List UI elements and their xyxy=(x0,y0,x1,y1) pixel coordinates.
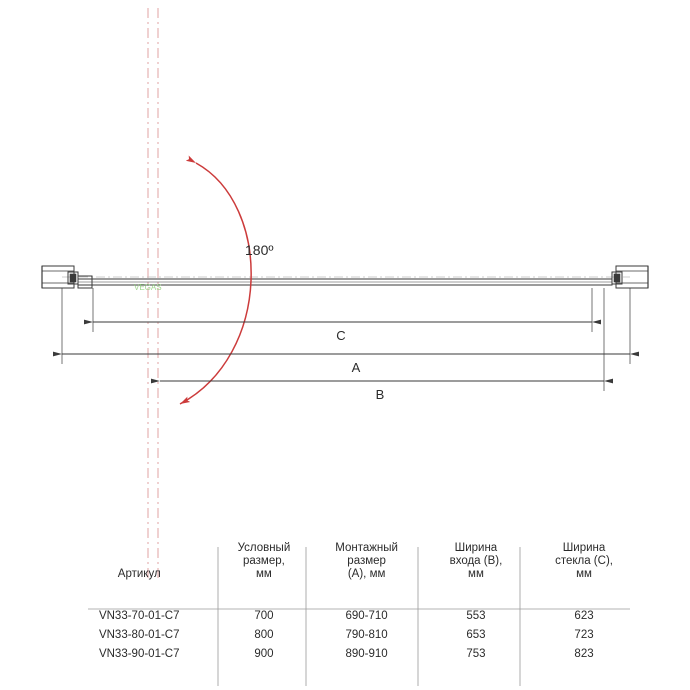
watermark-logo: VEGAS xyxy=(134,283,162,292)
cell-entrance: 653 xyxy=(466,629,486,641)
column-header-entrance-line1: Ширина xyxy=(454,542,498,554)
column-header-mounting-line3: (А), мм xyxy=(347,568,386,580)
cell-entrance: 553 xyxy=(466,610,486,622)
vertical-centerlines xyxy=(148,8,158,580)
table-spacer-row xyxy=(60,587,640,607)
dimension-b xyxy=(160,288,604,402)
table-row xyxy=(60,626,640,645)
column-header-nominal xyxy=(218,540,309,587)
table-row xyxy=(60,607,640,626)
dimension-c-label: C xyxy=(336,328,346,343)
dimension-c xyxy=(93,288,592,343)
cell-article: VN33-70-01-C7 xyxy=(98,610,180,622)
dimension-b-label: B xyxy=(375,387,385,402)
table-row xyxy=(60,645,640,664)
column-header-glass-line1: Ширина xyxy=(562,542,606,554)
angle-label: 180º xyxy=(245,242,274,258)
column-header-entrance-line2: входа (В), xyxy=(449,555,503,567)
column-header-nominal-line3: мм xyxy=(256,568,272,580)
spec-table xyxy=(60,540,640,664)
column-header-glass-line3: мм xyxy=(576,568,592,580)
cell-entrance: 753 xyxy=(466,648,486,660)
column-header-glass-line2: стекла (С), xyxy=(555,555,613,567)
column-header-mounting-line2: размер xyxy=(347,555,386,567)
cell-glass: 823 xyxy=(574,648,594,660)
swing-arc xyxy=(180,163,251,404)
cell-article: VN33-90-01-C7 xyxy=(98,648,180,660)
table-spacer-cell xyxy=(60,587,640,607)
table-body xyxy=(60,587,640,664)
column-header-entrance xyxy=(424,540,528,587)
column-header-glass xyxy=(528,540,640,587)
cell-nominal: 700 xyxy=(254,610,274,622)
cell-nominal: 900 xyxy=(254,648,274,660)
dimension-a xyxy=(62,288,630,375)
column-header-nominal-line1: Условный xyxy=(237,542,291,554)
cell-mounting: 790-810 xyxy=(345,629,388,641)
column-header-article xyxy=(60,540,218,587)
cell-nominal: 800 xyxy=(254,629,274,641)
table-header-row xyxy=(60,540,640,587)
cell-mounting: 690-710 xyxy=(345,610,388,622)
table-header xyxy=(60,540,640,587)
cell-mounting: 890-910 xyxy=(345,648,388,660)
column-header-article-line1: Артикул xyxy=(117,568,161,580)
column-header-mounting-line1: Монтажный xyxy=(335,542,398,554)
column-header-nominal-line2: размер, xyxy=(243,555,285,567)
cell-article: VN33-80-01-C7 xyxy=(98,629,180,641)
cell-glass: 723 xyxy=(574,629,594,641)
cell-glass: 623 xyxy=(574,610,594,622)
dimension-a-label: A xyxy=(351,360,361,375)
column-header-mounting xyxy=(309,540,423,587)
column-header-entrance-line3: мм xyxy=(468,568,484,580)
left-wall-profile xyxy=(42,266,78,288)
